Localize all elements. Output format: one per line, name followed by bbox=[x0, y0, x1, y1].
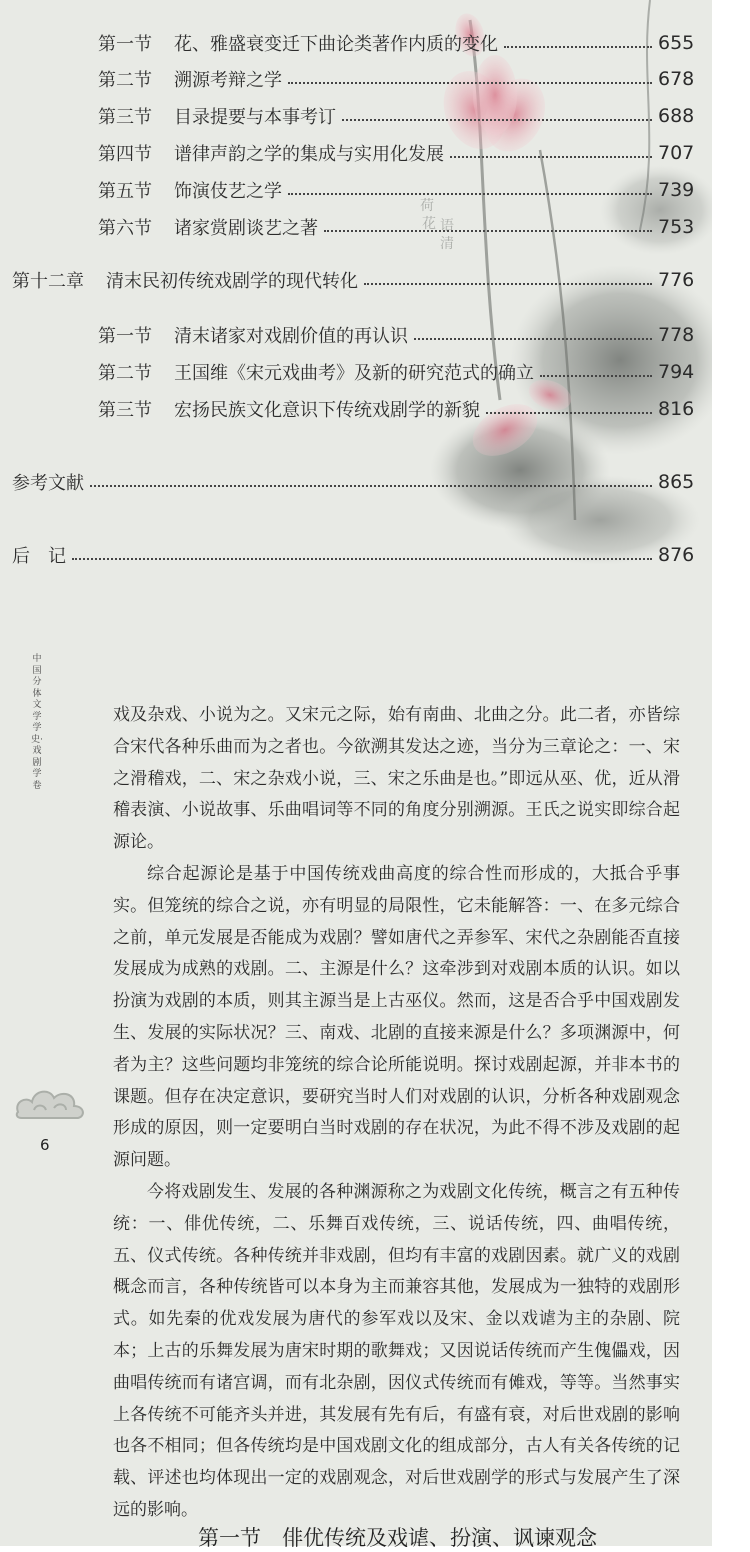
toc-entry[interactable] bbox=[98, 64, 695, 94]
toc-entry-number: 第二节 bbox=[98, 363, 152, 384]
toc-entry[interactable] bbox=[98, 28, 695, 58]
toc-entry[interactable] bbox=[98, 138, 695, 168]
toc-entry-page: 707 bbox=[658, 142, 695, 164]
toc-entry-title: 宏扬民族文化意识下传统戏剧学的新貌 bbox=[174, 400, 480, 421]
toc-entry[interactable] bbox=[12, 265, 695, 295]
toc-leader-dots bbox=[342, 119, 652, 121]
toc-entry-page: 776 bbox=[658, 269, 695, 291]
toc-entry-page: 678 bbox=[658, 68, 695, 90]
toc-entry-number: 第十二章 bbox=[12, 271, 84, 292]
toc-entry-page: 778 bbox=[658, 324, 695, 346]
toc-entry-title: 饰演伎艺之学 bbox=[174, 181, 282, 202]
toc-leader-dots bbox=[540, 375, 652, 377]
toc-entry[interactable] bbox=[98, 212, 695, 242]
toc-entry-title: 参考文献 bbox=[12, 473, 84, 494]
toc-leader-dots bbox=[364, 283, 652, 285]
toc-leader-dots bbox=[72, 558, 652, 560]
series-title-vertical: 中国分体文学学史·戏剧学卷 bbox=[31, 654, 43, 791]
toc-entry-title: 溯源考辩之学 bbox=[174, 70, 282, 91]
toc-entry-page: 816 bbox=[658, 398, 695, 420]
svg-text:花: 花 bbox=[422, 216, 436, 232]
section-heading: 第一节 俳优传统及戏谑、扮演、讽谏观念 bbox=[198, 1526, 597, 1550]
body-paragraph: 戏及杂戏、小说为之。又宋元之际，始有南曲、北曲之分。此二者，亦皆综合宋代各种乐曲而为之者也。今欲溯其发达之迹，当分为三章论之：一、宋之滑稽戏，二、宋之杂戏小说，三、宋之乐曲是也。”即远从巫、优，近从滑稽表演、小说故事、乐曲唱词等不同的角度分别溯源。王氏之说实即综合起源论。 bbox=[113, 705, 680, 853]
toc-leader-dots bbox=[90, 485, 652, 487]
toc-leader-dots bbox=[450, 156, 652, 158]
toc-leader-dots bbox=[414, 338, 652, 340]
toc-entry-page: 876 bbox=[658, 544, 695, 566]
toc-entry-title: 清末诸家对戏剧价值的再认识 bbox=[174, 326, 408, 347]
toc-entry-title: 后 记 bbox=[12, 546, 66, 567]
toc-entry-page: 655 bbox=[658, 32, 695, 54]
toc-entry[interactable] bbox=[12, 540, 695, 570]
toc-entry[interactable] bbox=[98, 394, 695, 424]
toc-entry-page: 739 bbox=[658, 179, 695, 201]
toc-entry[interactable] bbox=[98, 175, 695, 205]
toc-entry-number: 第二节 bbox=[98, 70, 152, 91]
toc-entry-title: 花、雅盛衰变迁下曲论类著作内质的变化 bbox=[174, 34, 498, 55]
body-text bbox=[113, 700, 680, 1527]
toc-entry-page: 688 bbox=[658, 105, 695, 127]
toc-entry-page: 865 bbox=[658, 471, 695, 493]
body-paragraph: 综合起源论是基于中国传统戏曲高度的综合性而形成的，大抵合乎事实。但笼统的综合之说，亦有明显的局限性，它未能解答：一、在多元综合之前，单元发展是否能成为戏剧？譬如唐代之弄参军、宋代之杂剧能否直接发展成为成熟的戏剧。二、主源是什么？这牵涉到对戏剧本质的认识。如以扮演为戏剧的本质，则其主源当是上古巫仪。然而，这是否合乎中国戏剧发生、发展的实际状况？三、南戏、北剧的直接来源是什么？多项渊源中，何者为主？这些问题均非笼统的综合论所能说明。探讨戏剧起源，并非本书的课题。但存在决定意识，要研究当时人们对戏剧的认识，分析各种戏剧观念形成的原因，则一定要明白当时戏剧的存在状况，为此不得不涉及戏剧的起源问题。 bbox=[113, 863, 680, 1171]
cloud-ornament-icon bbox=[12, 1080, 88, 1124]
svg-text:荷: 荷 bbox=[420, 198, 434, 214]
svg-text:语: 语 bbox=[440, 218, 454, 234]
toc-entry-title: 清末民初传统戏剧学的现代转化 bbox=[106, 271, 358, 292]
toc-entry[interactable] bbox=[98, 320, 695, 350]
toc-entry-page: 794 bbox=[658, 361, 695, 383]
toc-entry[interactable] bbox=[12, 467, 695, 497]
toc-entry-number: 第三节 bbox=[98, 107, 152, 128]
toc-entry-number: 第三节 bbox=[98, 400, 152, 421]
toc-entry-title: 王国维《宋元戏曲考》及新的研究范式的确立 bbox=[174, 363, 534, 384]
table-of-contents bbox=[0, 0, 712, 600]
toc-entry-number: 第一节 bbox=[98, 34, 152, 55]
toc-leader-dots bbox=[288, 82, 652, 84]
svg-text:清: 清 bbox=[440, 236, 454, 252]
toc-entry-number: 第六节 bbox=[98, 218, 152, 239]
toc-entry[interactable] bbox=[98, 357, 695, 387]
toc-entry-title: 目录提要与本事考订 bbox=[174, 107, 336, 128]
toc-entry-page: 753 bbox=[658, 216, 695, 238]
page-number: 6 bbox=[40, 1136, 50, 1154]
toc-leader-dots bbox=[288, 193, 652, 195]
toc-leader-dots bbox=[504, 46, 652, 48]
toc-entry-number: 第五节 bbox=[98, 181, 152, 202]
toc-leader-dots bbox=[324, 230, 652, 232]
toc-leader-dots bbox=[486, 412, 652, 414]
toc-entry-title: 诸家赏剧谈艺之著 bbox=[174, 218, 318, 239]
toc-entry[interactable] bbox=[98, 101, 695, 131]
body-paragraph: 今将戏剧发生、发展的各种渊源称之为戏剧文化传统，概言之有五种传统：一、俳优传统，二、乐舞百戏传统，三、说话传统，四、曲唱传统，五、仪式传统。各种传统并非戏剧，但均有丰富的戏剧因素。就广义的戏剧概念而言，各种传统皆可以本身为主而兼容其他，发展成为一独特的戏剧形式。如先秦的优戏发展为唐代的参军戏以及宋、金以戏谑为主的杂剧、院本；上古的乐舞发展为唐宋时期的歌舞戏；又因说话传统而产生傀儡戏，因曲唱传统而有诸宫调，而有北杂剧，因仪式传统而有傩戏，等等。当然事实上各传统不可能齐头并进，其发展有先有后，有盛有衰，对后世戏剧的影响也各不相同；但各传统均是中国戏剧文化的组成部分，古人有关各传统的记载、评述也均体现出一定的戏剧观念，对后世戏剧学的形式与发展产生了深远的影响。 bbox=[113, 1181, 680, 1520]
toc-entry-number: 第四节 bbox=[98, 144, 152, 165]
toc-entry-title: 谱律声韵之学的集成与实用化发展 bbox=[174, 144, 444, 165]
toc-entry-number: 第一节 bbox=[98, 326, 152, 347]
